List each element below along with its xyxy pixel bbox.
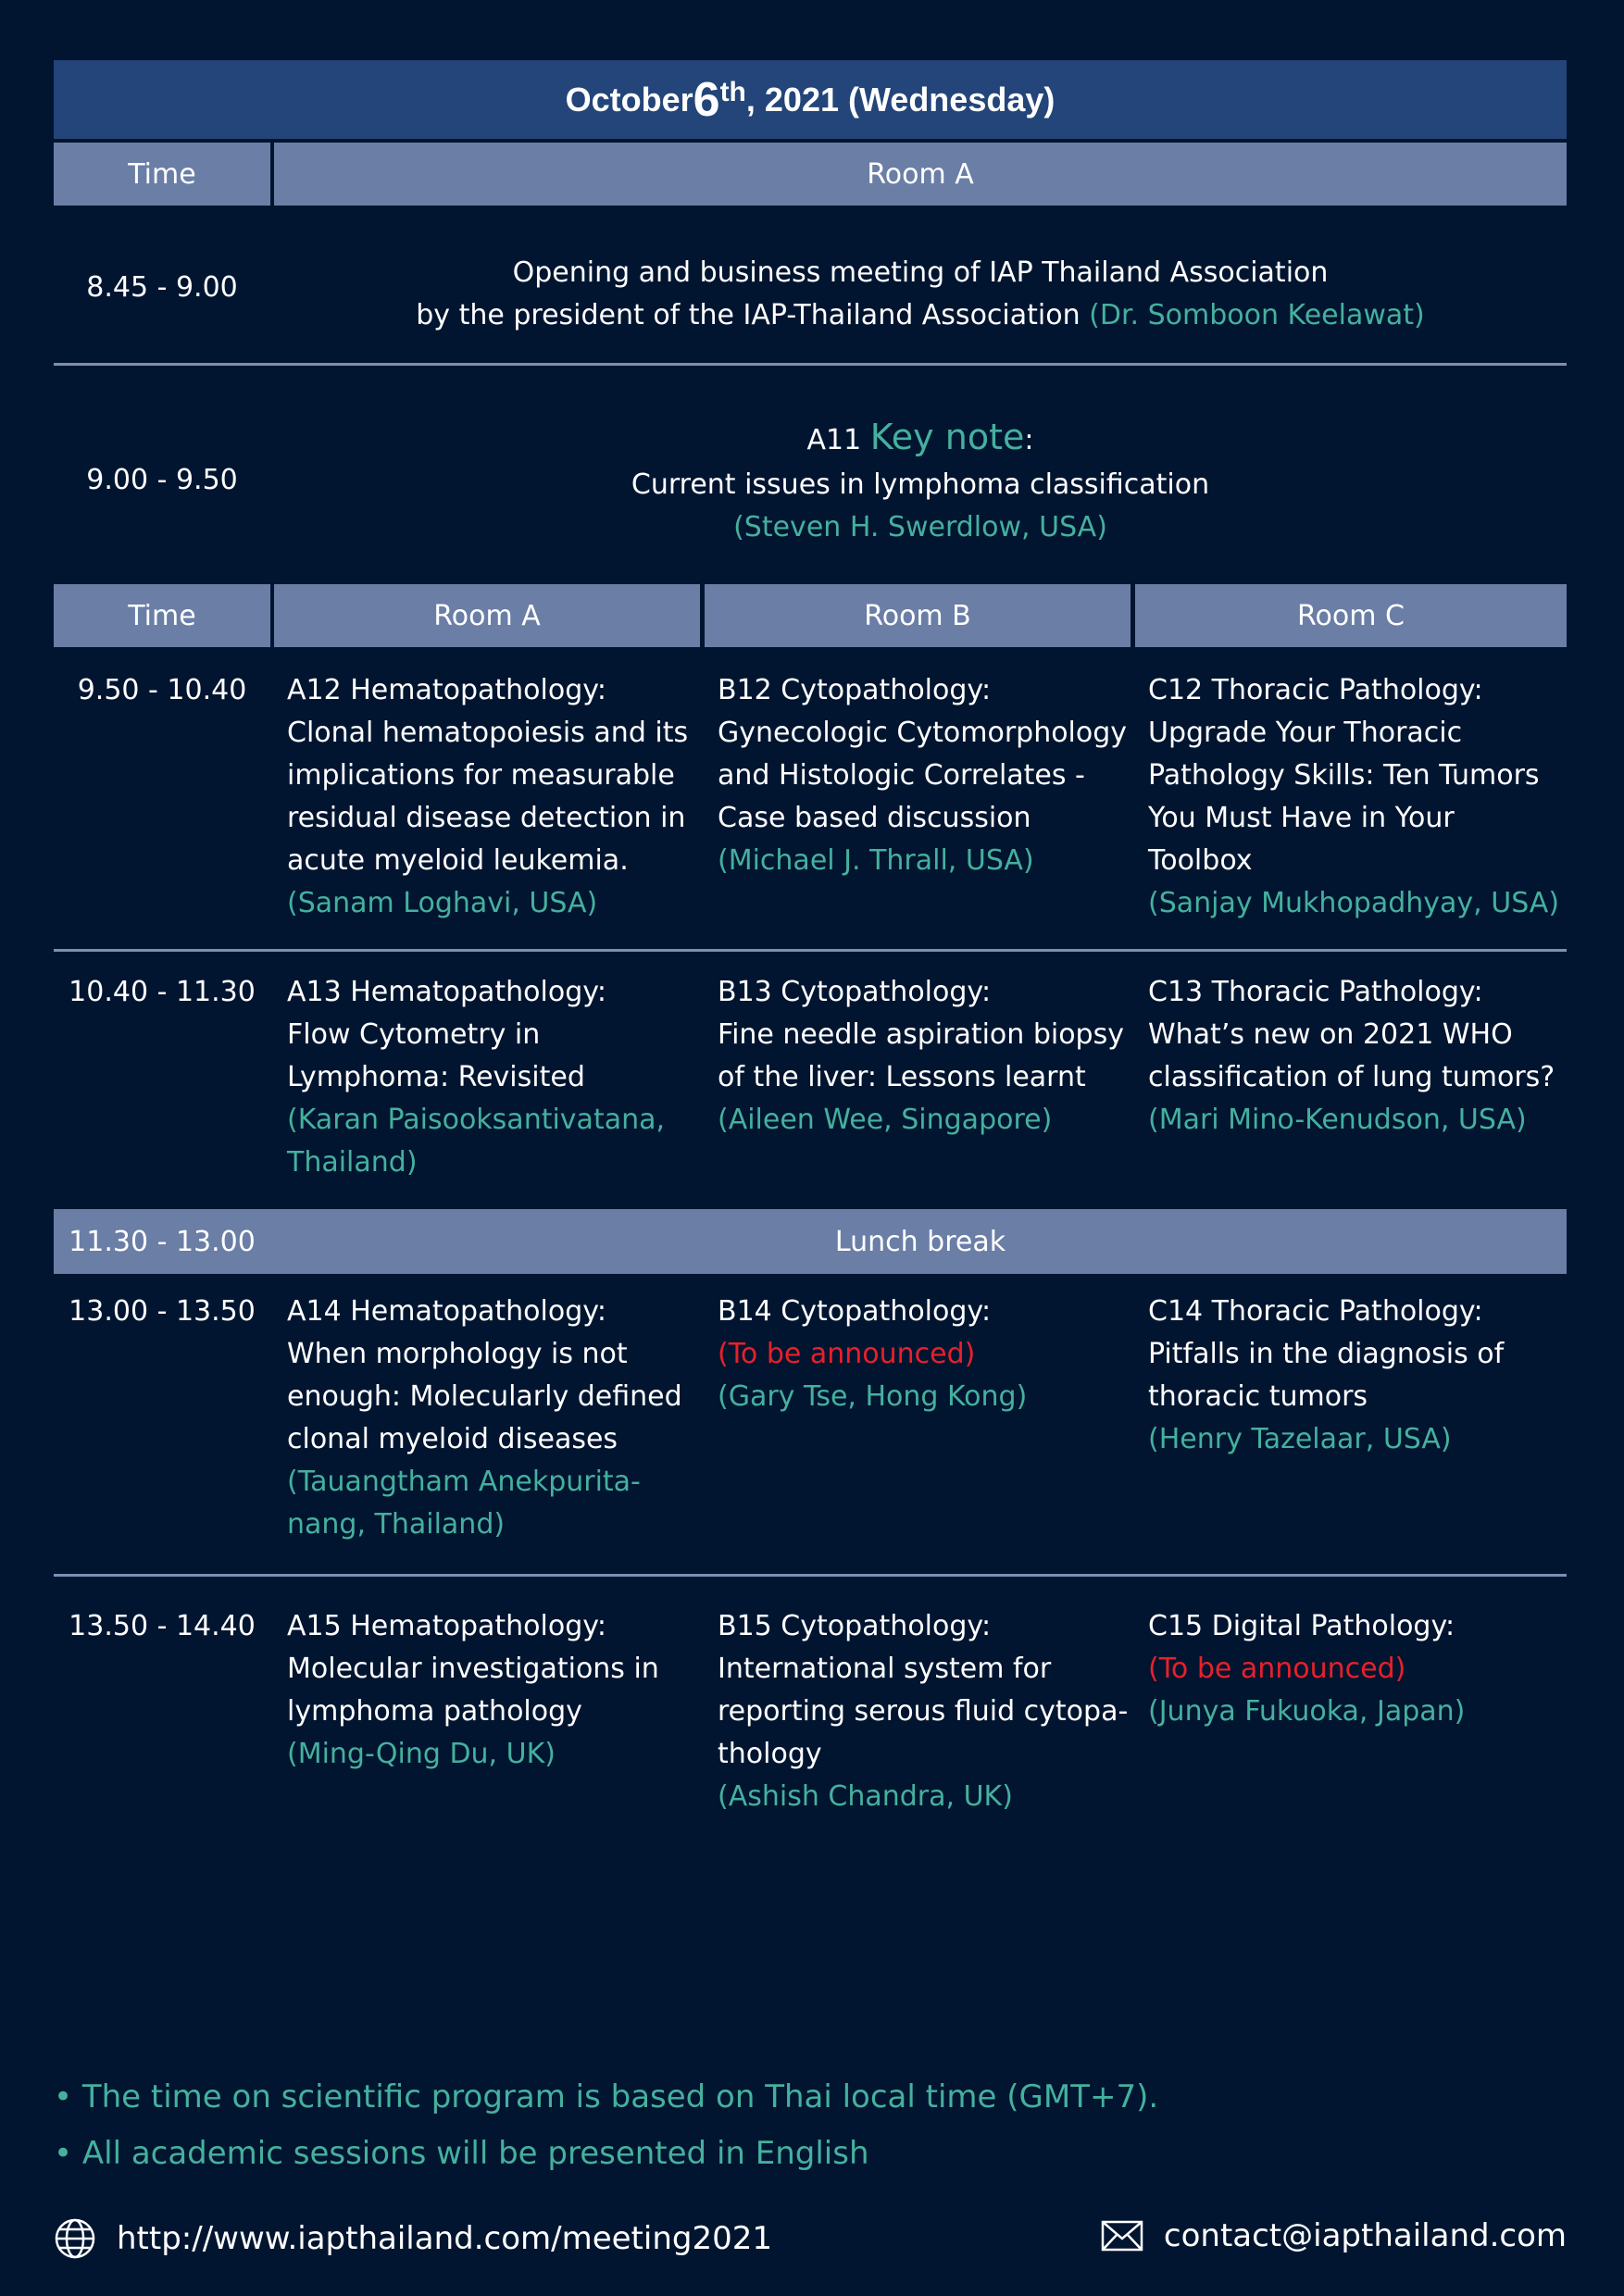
speaker-name: (Henry Tazelaar, USA): [1148, 1423, 1452, 1455]
speaker-name: Thailand): [287, 1146, 418, 1179]
session-line: thology: [718, 1738, 822, 1770]
session-line: and Histologic Correlates -: [718, 759, 1085, 792]
keynote-time: 9.00 - 9.50: [86, 464, 238, 496]
session-time: 9.50 - 10.40: [77, 674, 247, 706]
date-banner: [54, 60, 1567, 139]
rooms-header-time: Time: [54, 584, 270, 647]
session-line: Upgrade Your Thoracic: [1148, 717, 1463, 749]
opening-session: [274, 252, 1567, 337]
session-line: C13 Thoracic Pathology:: [1148, 976, 1483, 1008]
session-line: reporting serous fluid cytopa-: [718, 1695, 1129, 1728]
footer-website[interactable]: [54, 2217, 772, 2260]
keynote-colon: :: [1024, 424, 1034, 456]
session-line: thoracic tumors: [1148, 1380, 1368, 1413]
speaker-name: (Junya Fukuoka, Japan): [1148, 1695, 1466, 1728]
banner-post: , 2021 (Wednesday): [745, 80, 1056, 119]
session-room-a: [287, 971, 704, 1184]
lunch-time: 11.30 - 13.00: [69, 1225, 256, 1258]
envelope-icon: [1101, 2219, 1143, 2252]
speaker-name: (Ming-Qing Du, UK): [287, 1738, 556, 1770]
session-line: B12 Cytopathology:: [718, 674, 992, 706]
keynote-title-row: [274, 414, 1567, 464]
opening-speaker: (Dr. Somboon Keelawat): [1089, 299, 1425, 331]
session-room-b: [718, 1605, 1134, 1818]
session-line: residual disease detection in: [287, 802, 686, 834]
keynote-title: Current issues in lymphoma classification: [631, 468, 1210, 501]
note-timezone: • The time on scientific program is based on Thai local time (GMT+7).: [54, 2078, 1159, 2115]
opening-line2-wrap: [274, 294, 1567, 337]
session-line: A12 Hematopathology:: [287, 674, 606, 706]
session-line: When morphology is not: [287, 1338, 628, 1370]
session-line: Toolbox: [1148, 844, 1253, 877]
session-line: enough: Molecularly defined: [287, 1380, 682, 1413]
session-line: Molecular investigations in: [287, 1653, 659, 1685]
session-line: implications for measurable: [287, 759, 675, 792]
speaker-name: (Michael J. Thrall, USA): [718, 844, 1034, 877]
session-line: A13 Hematopathology:: [287, 976, 606, 1008]
session-line: You Must Have in Your: [1148, 802, 1455, 834]
footer-url[interactable]: http://www.iapthailand.com/meeting2021: [117, 2220, 772, 2257]
opening-line2: by the president of the IAP-Thailand Association: [416, 299, 1090, 331]
header-time: Time: [54, 143, 270, 206]
session-room-a: [287, 669, 704, 925]
session-line: B15 Cytopathology:: [718, 1610, 992, 1642]
session-line: Gynecologic Cytomorphology: [718, 717, 1128, 749]
speaker-name: (Mari Mino-Kenudson, USA): [1148, 1104, 1527, 1136]
divider: [54, 949, 1567, 952]
session-room-c: [1148, 669, 1565, 925]
session-line: International system for: [718, 1653, 1052, 1685]
session-room-b: [718, 1291, 1134, 1418]
keynote-speaker: (Steven H. Swerdlow, USA): [733, 511, 1107, 543]
session-time: 13.50 - 14.40: [69, 1610, 256, 1642]
speaker-name: (Aileen Wee, Singapore): [718, 1104, 1053, 1136]
session-room-a: [287, 1605, 704, 1776]
rooms-header-a: Room A: [274, 584, 700, 647]
lunch-label: Lunch break: [834, 1225, 1006, 1258]
opening-time: 8.45 - 9.00: [86, 271, 238, 304]
session-line: Fine needle aspiration biopsy: [718, 1018, 1124, 1051]
session-line: What’s new on 2021 WHO: [1148, 1018, 1513, 1051]
session-line: of the liver: Lessons learnt: [718, 1061, 1086, 1093]
speaker-name: nang, Thailand): [287, 1508, 506, 1541]
banner-ordinal: th: [719, 76, 746, 107]
session-line: Lymphoma: Revisited: [287, 1061, 585, 1093]
session-line: Pathology Skills: Ten Tumors: [1148, 759, 1540, 792]
tba-label: (To be announced): [718, 1338, 976, 1370]
session-line: classification of lung tumors?: [1148, 1061, 1555, 1093]
session-line: A14 Hematopathology:: [287, 1295, 606, 1328]
session-line: B13 Cytopathology:: [718, 976, 992, 1008]
session-line: Pitfalls in the diagnosis of: [1148, 1338, 1505, 1370]
session-line: clonal myeloid diseases: [287, 1423, 618, 1455]
divider: [54, 1574, 1567, 1577]
session-line: A15 Hematopathology:: [287, 1610, 606, 1642]
session-line: Flow Cytometry in: [287, 1018, 541, 1051]
note-language: • All academic sessions will be presented in English: [54, 2135, 869, 2172]
session-line: Case based discussion: [718, 802, 1031, 834]
session-line: lymphoma pathology: [287, 1695, 582, 1728]
session-room-c: [1148, 1291, 1565, 1461]
session-room-b: [718, 971, 1134, 1142]
lunch-bar: [54, 1209, 1567, 1274]
speaker-name: (Gary Tse, Hong Kong): [718, 1380, 1028, 1413]
session-line: B14 Cytopathology:: [718, 1295, 992, 1328]
session-line: Clonal hematopoiesis and its: [287, 717, 689, 749]
session-room-b: [718, 669, 1134, 882]
session-line: C12 Thoracic Pathology:: [1148, 674, 1483, 706]
speaker-name: (Tauangtham Anekpurita-: [287, 1466, 641, 1498]
keynote-label: Key note: [869, 417, 1025, 457]
session-room-a: [287, 1291, 704, 1546]
tba-label: (To be announced): [1148, 1653, 1406, 1685]
opening-line1: Opening and business meeting of IAP Thailand Association: [512, 256, 1329, 289]
session-line: acute myeloid leukemia.: [287, 844, 629, 877]
session-time: 13.00 - 13.50: [69, 1295, 256, 1328]
speaker-name: (Ashish Chandra, UK): [718, 1780, 1013, 1813]
session-room-c: [1148, 1605, 1565, 1733]
rooms-header-b: Room B: [705, 584, 1131, 647]
divider: [54, 363, 1567, 366]
banner-pre: October: [565, 80, 693, 119]
session-line: C15 Digital Pathology:: [1148, 1610, 1455, 1642]
rooms-header-c: Room C: [1135, 584, 1567, 647]
speaker-name: (Karan Paisooksantivatana,: [287, 1104, 666, 1136]
speaker-name: (Sanjay Mukhopadhyay, USA): [1148, 887, 1560, 919]
speaker-name: (Sanam Loghavi, USA): [287, 887, 598, 919]
banner-day: 6: [693, 72, 720, 127]
globe-icon: [54, 2217, 96, 2260]
header-room-a: Room A: [274, 143, 1567, 206]
footer-contact[interactable]: [1101, 2217, 1567, 2254]
session-time: 10.40 - 11.30: [69, 976, 256, 1008]
footer-email[interactable]: contact@iapthailand.com: [1163, 2217, 1567, 2254]
session-line: C14 Thoracic Pathology:: [1148, 1295, 1483, 1328]
keynote-code: A11: [806, 424, 870, 456]
keynote-session: [274, 414, 1567, 549]
session-room-c: [1148, 971, 1565, 1142]
